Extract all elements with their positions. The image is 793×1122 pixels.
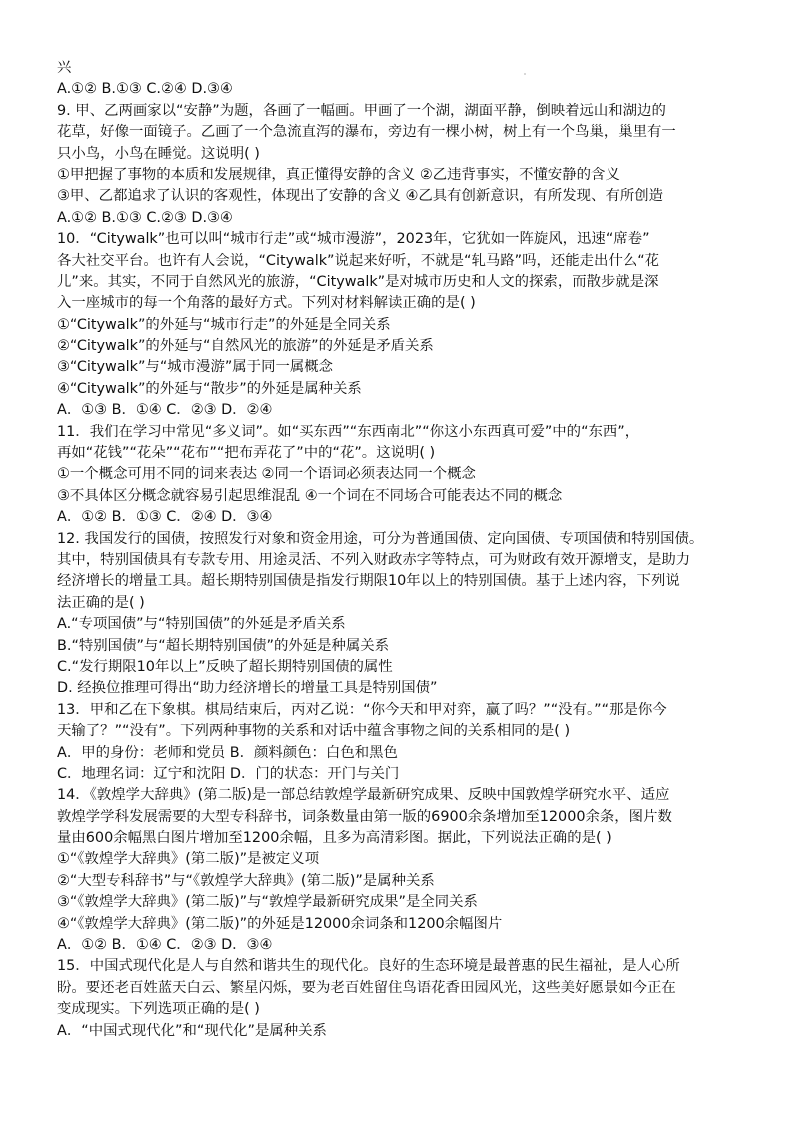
statement-line: ③“《敦煌学大辞典》(第二版)”与“敦煌学最新研究成果”是全同关系 — [57, 894, 478, 911]
question-text-block — [57, 58, 747, 1042]
question-10-stem: 10．“Citywalk”也可以叫“城市行走”或“城市漫游”，2023年，它犹如一阵旋风，迅速“席卷” — [57, 231, 650, 248]
text-line: 花草，好像一面镜子。乙画了一个急流直泻的瀑布，旁边有一棵小树，树上有一个鸟巢，巢里有一 — [57, 124, 676, 141]
statement-line: ③“Citywalk”与“城市漫游”属于同一属概念 — [57, 359, 334, 376]
answer-options-line: A.①② B.①③ C.②③ D.③④ — [57, 209, 233, 226]
question-11-stem: 11．我们在学习中常见“多义词”。如“买东西”“东西南北”“你这小东西真可爱”中的“东西”， — [57, 423, 640, 440]
answer-options-line: A．①② B．①③ C．②④ D．③④ — [57, 509, 273, 526]
statement-line: ②“Citywalk”的外延与“自然风光的旅游”的外延是矛盾关系 — [57, 338, 434, 355]
question-15-stem: 15．中国式现代化是人与自然和谐共生的现代化。良好的生态环境是最普惠的民生福祉，是人心所 — [57, 958, 680, 975]
text-line: 儿”来。其实，不同于自然风光的旅游，“Citywalk”是对城市历史和人文的探索，而散步就是深 — [57, 273, 659, 290]
answer-options-line: A．①③ B．①④ C．②③ D．②④ — [57, 402, 273, 419]
text-line: 经济增长的增量工具。超长期特别国债是指发行期限10年以上的特别国债。基于上述内容，下列说 — [57, 573, 680, 590]
statement-line: ①甲把握了事物的本质和发展规律，真正懂得安静的含义 ②乙违背事实，不懂安静的含义 — [57, 166, 620, 183]
statement-line: ①一个概念可用不同的词来表达 ②同一个语词必须表达同一个概念 — [57, 466, 476, 483]
text-line: 天输了？”“没有”。下列两种事物的关系和对话中蕴含事物之间的关系相同的是( ) — [57, 723, 571, 740]
text-line: 再如“花钱”“花朵”“花布”“把布弄花了”中的“花”。这说明( ) — [57, 445, 436, 462]
text-line: 其中，特别国债具有专款专用、用途灵活、不列入财政赤字等特点，可为财政有效开源增支，是助力 — [57, 551, 691, 568]
text-line: 变成现实。下列选项正确的是( ) — [57, 1001, 260, 1018]
option-line: D. 经换位推理可得出“助力经济增长的增量工具是特别国债” — [57, 680, 438, 697]
option-line: A.“专项国债”与“特别国债”的外延是矛盾关系 — [57, 616, 346, 633]
statement-line: ④“《敦煌学大辞典》(第二版)”的外延是12000余词条和1200余幅图片 — [57, 915, 503, 932]
text-line: 盼。要还老百姓蓝天白云、繁星闪烁，要为老百姓留住鸟语花香田园风光，这些美好愿景如今正在 — [57, 979, 676, 996]
text-line: 量由600余幅黑白图片增加至1200余幅，且多为高清彩图。据此，下列说法正确的是( ) — [57, 830, 612, 847]
statement-line: ①“《敦煌学大辞典》(第二版)”是被定义项 — [57, 851, 320, 868]
option-line: C．地理名词：辽宁和沈阳 D．门的状态：开门与关门 — [57, 765, 400, 782]
text-line: 敦煌学学科发展需要的大型专科辞书，词条数量由第一版的6900余条增加至12000余条，图片数 — [57, 808, 672, 825]
question-14-stem: 14．《敦煌学大辞典》(第二版)是一部总结敦煌学最新研究成果、反映中国敦煌学研究水平、适应 — [57, 787, 670, 804]
statement-line: ③不具体区分概念就容易引起思维混乱 ④一个词在不同场合可能表达不同的概念 — [57, 487, 563, 504]
question-13-stem: 13．甲和乙在下象棋。棋局结束后，丙对乙说：“你今天和甲对弈，赢了吗？”“没有。”“那是你今 — [57, 701, 667, 718]
statement-line: ③甲、乙都追求了认识的客观性，体现出了安静的含义 ④乙具有创新意识，有所发现、有所创造 — [57, 188, 664, 205]
text-line: 法正确的是( ) — [57, 594, 145, 611]
text-line: 入一座城市的每一个角落的最好方式。下列对材料解读正确的是( ) — [57, 295, 476, 312]
question-9-stem: 9. 甲、乙两画家以“安静”为题，各画了一幅画。甲画了一个湖，湖面平静，倒映着远山和湖边的 — [57, 102, 666, 119]
option-line: B.“特别国债”与“超长期特别国债”的外延是种属关系 — [57, 637, 390, 654]
option-line: A．甲的身份：老师和党员 B．颜料颜色：白色和黑色 — [57, 744, 398, 761]
text-line: 兴 — [57, 60, 72, 76]
statement-line: ①“Citywalk”的外延与“城市行走”的外延是全同关系 — [57, 316, 391, 333]
answer-options-line: A.①② B.①③ C.②④ D.③④ — [57, 81, 233, 98]
answer-options-line: A．①② B．①④ C．②③ D．③④ — [57, 937, 273, 954]
statement-line: ④“Citywalk”的外延与“散步”的外延是属种关系 — [57, 380, 362, 397]
statement-line: ②“大型专科辞书”与“《敦煌学大辞典》(第二版)”是属种关系 — [57, 872, 435, 889]
text-line: 各大社交平台。也许有人会说，“Citywalk”说起来好听，不就是“轧马路”吗，还能走出什么“花 — [57, 252, 660, 269]
option-line: C.“发行期限10年以上”反映了超长期特别国债的属性 — [57, 658, 393, 675]
text-line: 只小鸟，小鸟在睡觉。这说明( ) — [57, 145, 260, 162]
question-12-stem: 12. 我国发行的国债，按照发行对象和资金用途，可分为普通国债、定向国债、专项国债和特别国债。 — [57, 530, 704, 547]
option-line: A．“中国式现代化”和“现代化”是属种关系 — [57, 1022, 327, 1039]
